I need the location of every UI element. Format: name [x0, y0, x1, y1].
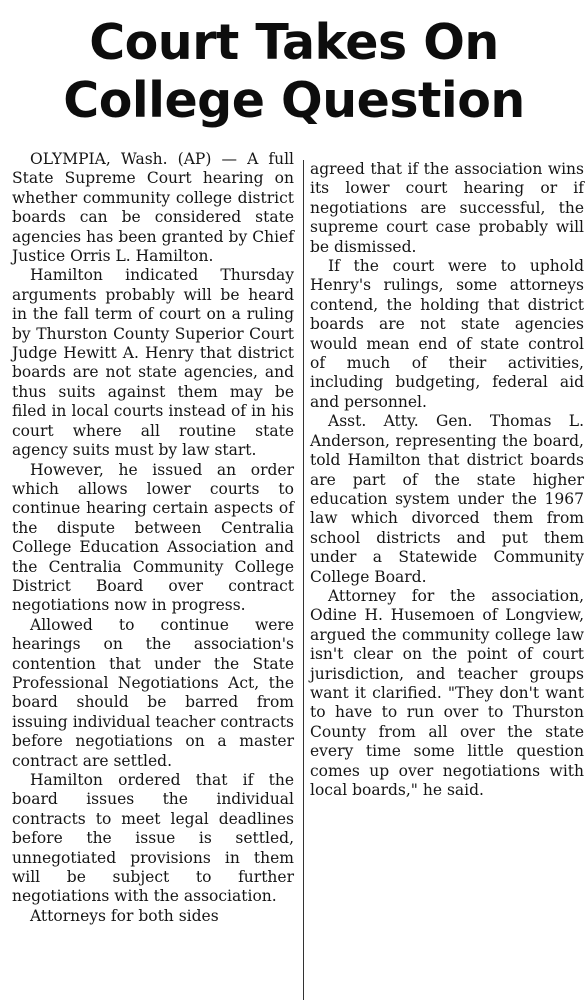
headline [8, 14, 580, 130]
paragraph: Hamilton indicated Thursday arguments probably will be heard in the fall term of court on a ruling by Thurston County Superior Court Judge Hewitt A. Henry that district boards are not state agencies, and thus suits against them may be filed in local courts instead of in his court where all routine state agency suits must by law start. [12, 266, 294, 460]
headline-line-2: College Question [63, 72, 525, 129]
paragraph: However, he issued an order which allows lower courts to continue hearing certain aspects of the dispute between Centralia College Education Association and the Centralia Community College District Board over contract negotiations now in progress. [12, 460, 294, 615]
column-right [310, 160, 584, 800]
paragraph: If the court were to uphold Henry's rulings, some attorneys contend, the holding that district boards are not state agencies would mean end of state control of much of their activities, including budgeting, federal aid and personnel. [310, 257, 584, 411]
paragraph: Attorney for the association, Odine H. Husemoen of Longview, argued the community college law isn't clear on the point of court jurisdiction, and teacher groups want it clarified. "They don't want to have to run over to Thurston County from all over the state every time some little question comes up over negotiations with local boards," he said. [310, 586, 584, 799]
column-divider [303, 160, 304, 1000]
paragraph: Attorneys for both sides [30, 906, 219, 925]
paragraph-continued: agreed that if the association wins its lower court hearing or if negotiations are successful, the supreme court case probably will be dismissed. [310, 160, 584, 256]
paragraph: Asst. Atty. Gen. Thomas L. Anderson, representing the board, told Hamilton that district boards are part of the state higher education system under the 1967 law which divorced them from school districts and put them under a Statewide Community College Board. [310, 412, 584, 586]
paragraph: Allowed to continue were hearings on the association's contention that under the State Professional Negotiations Act, the board should be barred from issuing individual teacher contracts before negotiations on a master contract are settled. [12, 615, 294, 770]
article-body [8, 150, 584, 1000]
column-left [12, 150, 294, 926]
headline-line-1: Court Takes On [89, 14, 499, 71]
paragraph: Hamilton ordered that if the board issues the individual contracts to meet legal deadlines before the issue is settled, unnegotiated provisions in them will be subject to further negotiations with the association. [12, 771, 294, 906]
paragraph: OLYMPIA, Wash. (AP) — A full State Supreme Court hearing on whether community college district boards can be considered state agencies has been granted by Chief Justice Orris L. Hamilton. [12, 150, 294, 266]
